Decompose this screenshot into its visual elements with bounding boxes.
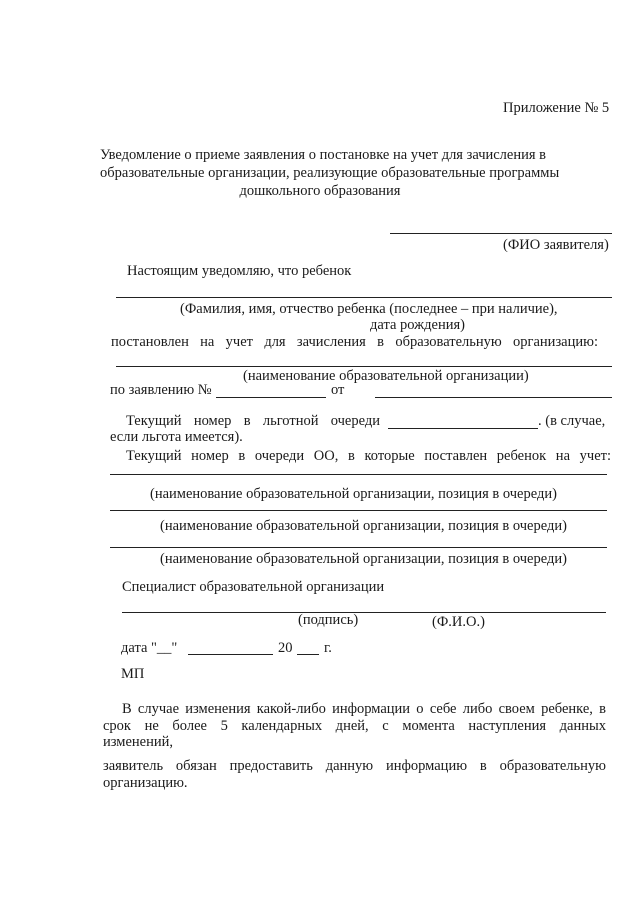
queue-line-2 <box>110 510 607 511</box>
notice-line-2: срок не более 5 календарных дней, с момента наступления данных <box>103 718 606 734</box>
queue-text: Текущий номер в очереди ОО, в которые поставлен ребенок на учет: <box>126 448 611 464</box>
notice-line-4: заявитель обязан предоставить данную информацию в образовательную <box>103 758 606 774</box>
notice-line-1: В случае изменения какой-либо информации о себе либо своем ребенке, в <box>122 701 606 717</box>
title-line-3: дошкольного образования <box>239 183 401 199</box>
benefit-queue-text-3: если льгота имеется). <box>110 429 243 445</box>
year-line <box>297 654 319 655</box>
applicant-caption: (ФИО заявителя) <box>503 237 609 253</box>
child-name-line <box>116 297 612 298</box>
application-number-label: по заявлению № <box>110 382 212 398</box>
date-label: дата "__" <box>121 640 178 656</box>
appendix-label: Приложение № 5 <box>503 100 610 116</box>
date-month-line <box>188 654 273 655</box>
queue-line-1 <box>110 474 607 475</box>
year-label: 20 <box>278 640 293 656</box>
queue-caption-1: (наименование образовательной организации, позиция в очереди) <box>150 486 557 502</box>
queue-caption-2: (наименование образовательной организации, позиция в очереди) <box>160 518 567 534</box>
child-caption-2: дата рождения) <box>370 317 466 333</box>
stamp-label: МП <box>121 666 145 682</box>
notice-line-3: изменений, <box>103 734 173 750</box>
application-date-label: от <box>331 382 345 398</box>
application-number-line <box>216 397 326 398</box>
fio-caption: (Ф.И.О.) <box>432 614 485 630</box>
org-caption: (наименование образовательной организации) <box>243 368 529 384</box>
specialist-label: Специалист образовательной организации <box>122 579 385 595</box>
signature-caption: (подпись) <box>298 612 359 628</box>
registered-text: постановлен на учет для зачисления в образовательную организацию: <box>111 334 598 350</box>
application-date-line <box>375 397 612 398</box>
queue-caption-3: (наименование образовательной организации, позиция в очереди) <box>160 551 567 567</box>
title-line-1: Уведомление о приеме заявления о постановке на учет для зачисления в <box>100 147 547 163</box>
queue-line-3 <box>110 547 607 548</box>
child-caption-1: (Фамилия, имя, отчество ребенка (последнее – при наличие), <box>180 301 558 317</box>
specialist-line <box>122 612 606 613</box>
year-suffix: г. <box>324 640 332 656</box>
notify-text: Настоящим уведомляю, что ребенок <box>127 263 352 279</box>
benefit-queue-line <box>388 428 538 429</box>
title-line-2: образовательные организации, реализующие образовательные программы <box>100 165 560 181</box>
benefit-queue-text: Текущий номер в льготной очереди <box>126 413 380 429</box>
applicant-name-line <box>390 233 612 234</box>
benefit-queue-text-2: . (в случае, <box>538 413 606 429</box>
notice-line-5: организацию. <box>103 775 188 791</box>
